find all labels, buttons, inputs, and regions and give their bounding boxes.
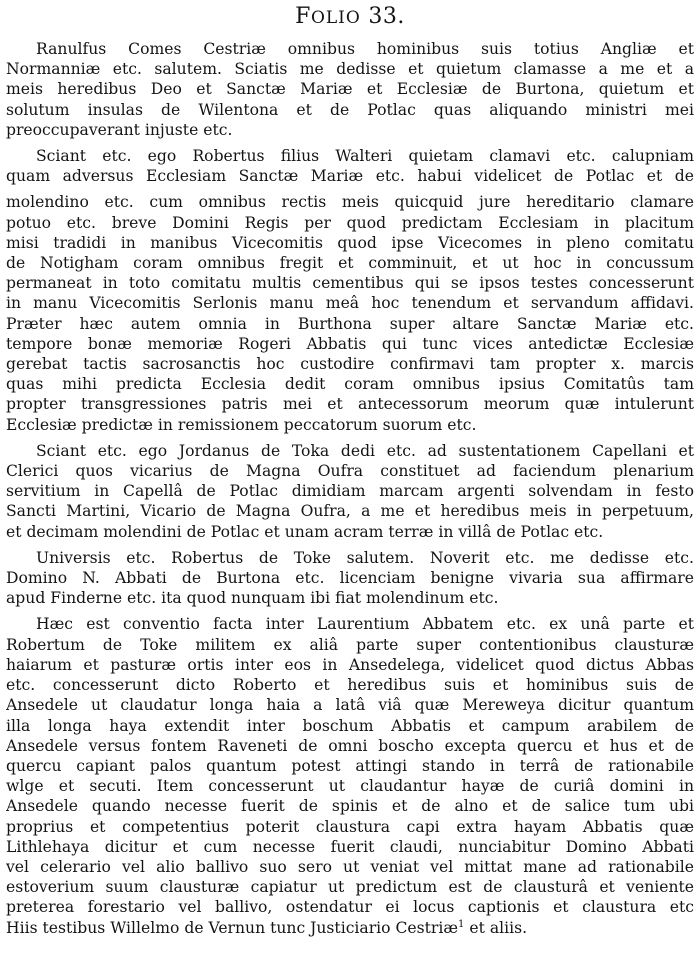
text-line: etc. concesserunt dicto Roberto et heredibus suis et hominibus suis de [6,676,694,695]
text-line: Sciant etc. ego Robertus filius Walteri quietam clamavi etc. calupniam [36,147,694,166]
text-line: Ansedele quando necesse fuerit de spinis et de alno et de salice tum ubi [6,797,694,816]
footnote-mark: 1 [458,918,465,930]
text-line: Clerici quos vicarius de Magna Oufra constituet ad faciendum plenarium [6,462,694,481]
text-line: Ecclesiæ predictæ in remissionem peccatorum suorum etc. [6,415,477,434]
text-line: solutum insulas de Wilentona et de Potlac quas aliquando ministri mei [6,100,694,119]
text-line: wlge et secuti. Item concesserunt ut claudantur hayæ de curiâ domini in [6,777,694,796]
text-line: Sciant etc. ego Jordanus de Toka dedi etc. ad sustentationem Capellani et [36,441,694,460]
text-line: Ansedele ut claudatur longa haia a latâ viâ quæ Mereweya dicitur quantum [6,696,694,715]
closing-tail: et aliis. [464,918,528,937]
text-line: quam adversus Ecclesiam Sanctæ Mariæ etc. habui videlicet de Potlac et de [6,167,694,186]
text-line: Universis etc. Robertus de Toke salutem. Noverit etc. me dedisse etc. [36,548,694,567]
text-line: Ranulfus Comes Cestriæ omnibus hominibus suis totius Angliæ et [36,40,694,58]
text-line: illa longa haya extendit inter boschum Abbatis et campum arabilem de [6,716,694,735]
text-line: quas mihi predicta Ecclesia dedit coram omnibus ipsius Comitatûs tam [6,375,694,394]
charter-robertus-filius-walteri [6,146,694,435]
charter-jordanus-de-toka [6,441,694,542]
charter-robertus-de-toke [6,548,694,609]
charter-ranulfus [6,39,694,140]
conventio-laurentius [6,614,694,937]
text-line: propter transgressiones patris mei et antecessorum meorum quæ intulerunt [6,395,694,414]
text-line: molendino etc. cum omnibus rectis meis quicquid jure hereditario clamare [6,193,694,212]
text-line: et decimam molendini de Potlac et unam acram terræ in villâ de Potlac etc. [6,522,604,541]
text-line: Domino N. Abbati de Burtona etc. licenciam benigne vivaria sua affirmare [6,569,694,588]
text-line: misi tradidi in manibus Vicecomitis quod ipse Vicecomes in pleno comitatu [6,233,694,252]
text-line: Normanniæ etc. salutem. Sciatis me dedisse et quietum clamasse a me et a [6,60,694,79]
closing-text: Hiis testibus Willelmo de Vernun tunc Justiciario Cestriæ [6,918,459,937]
folio-heading [6,4,694,31]
text-line: servitium in Capellâ de Potlac dimidiam marcam argenti solvendam in festo [6,482,694,501]
text-line: preterea forestario vel ballivo, ostendatur ei locus captionis et claustura etc [6,898,694,917]
closing-line [6,918,694,938]
text-line: permaneat in toto comitatu multis cementibus qui se ipsos testes concesserunt [6,274,694,293]
text-line: gerebat tactis sacrosanctis hoc custodire confirmavi tam propter x. marcis [6,355,694,374]
text-line: Sancti Martini, Vicario de Magna Oufra, a me et heredibus meis in perpetuum, [6,502,694,521]
text-line: Præter hæc autem omnia in Burthona super altare Sanctæ Mariæ etc. [6,314,694,333]
text-line: meis heredibus Deo et Sanctæ Mariæ et Ecclesiæ de Burtona, quietum et [6,80,694,99]
text-line: preoccupaverant injuste etc. [6,120,233,139]
text-line: de Notigham coram omnibus fregit et comminuit, et ut hoc in concussum [6,254,694,273]
text-line: proprius et competentius poterit claustura capi extra hayam Abbatis quæ [6,817,694,836]
text-line: Hæc est conventio facta inter Laurentium Abbatem etc. ex unâ parte et [36,615,694,634]
text-line: tempore bonæ memoriæ Rogeri Abbatis qui tunc vices antedictæ Ecclesiæ [6,334,694,353]
text-line: vel celerario vel alio ballivo suo sero ut veniat vel mittat mane ad rationabile [6,857,694,876]
folio-initial: F [295,4,311,29]
text-line: Ansedele versus fontem Raveneti de omni boscho excepta quercu et hus et de [6,736,694,755]
text-line: haiarum et pasturæ ortis inter eos in Ansedelega, videlicet quod dictus Abbas [6,655,694,674]
folio-number: 33. [368,4,405,29]
text-line: estoverium suum clausturæ capiatur ut predictum est de clausturâ et veniente [6,878,694,897]
folio-word: OLIO [310,8,361,28]
page [6,4,694,944]
text-line: Lithlehaya dicitur et cum necesse fuerit claudi, nunciabitur Domino Abbati [6,837,694,856]
text-line: potuo etc. breve Domini Regis per quod predictam Ecclesiam in placitum [6,213,694,232]
text-line: in manu Vicecomitis Serlonis manu meâ hoc tenendum et servandum affidavi. [6,294,694,313]
text-line: Robertum de Toke militem ex aliâ parte super contentionibus clausturæ [6,635,694,654]
text-line: quercu capiant palos quantum potest attingi stando in terrâ de rationabile [6,756,694,775]
text-line: apud Finderne etc. ita quod nunquam ibi fiat molendinum etc. [6,589,499,608]
